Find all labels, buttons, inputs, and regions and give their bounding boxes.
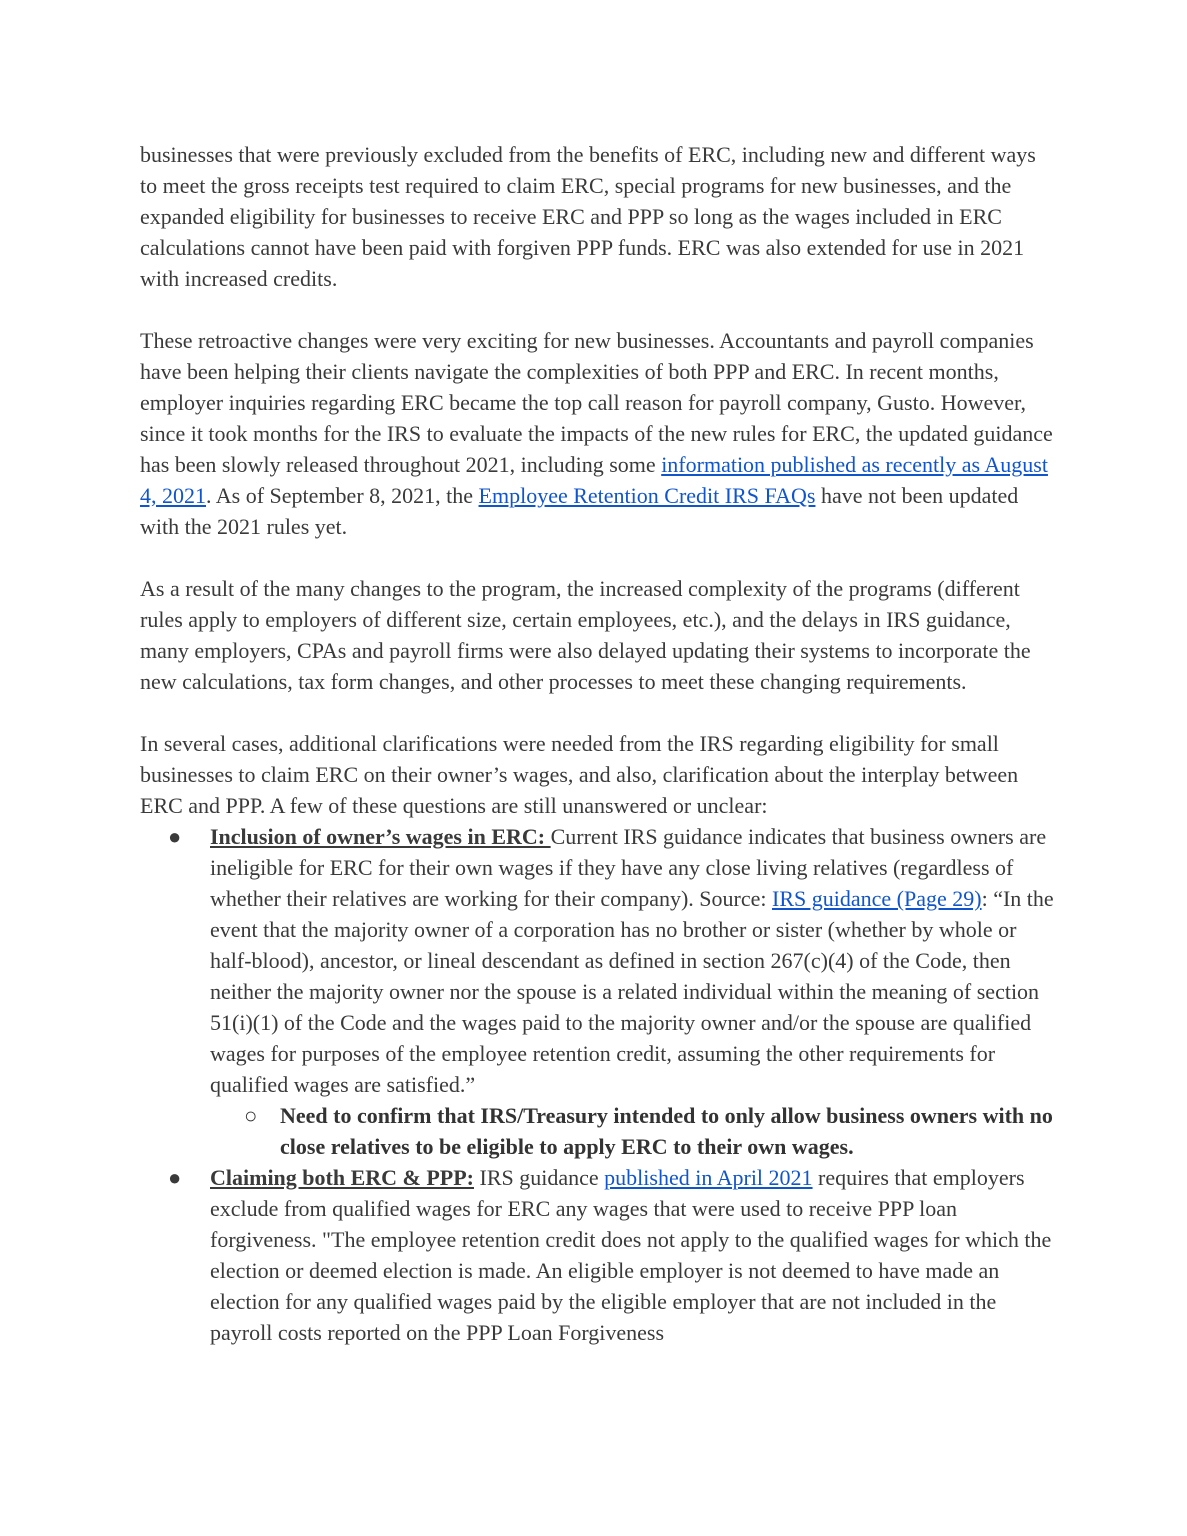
sub-item-text: Need to confirm that IRS/Treasury intended to only allow business owners with no close relatives to be eligible to apply ERC to their own wages. xyxy=(280,1103,1053,1159)
paragraph-1: businesses that were previously excluded from the benefits of ERC, including new and different ways to meet the gross receipts test required to claim ERC, special programs for new businesses, and the expanded eligibility for businesses to receive ERC and PPP so long as the wages included in ERC calculations cannot have been paid with forgiven PPP funds. ERC was also extended for use in 2021 with increased credits. xyxy=(140,142,1036,291)
paragraph-3: As a result of the many changes to the program, the increased complexity of the programs (different rules apply to employers of different size, certain employees, etc.), and the delays in IRS guidance, many employers, CPAs and payroll firms were also delayed updating their systems to incorporate the new calculations, tax form changes, and other processes to meet these changing requirements. xyxy=(140,576,1031,694)
list-item xyxy=(140,821,1055,1162)
sub-list-item xyxy=(210,1100,1055,1162)
list-item xyxy=(140,1162,1055,1348)
bullet-heading: Claiming both ERC & PPP: xyxy=(210,1165,474,1190)
paragraph-2-text-a: These retroactive changes were very exciting for new businesses. Accountants and payroll companies have been helping their clients navigate the complexities of both PPP and ERC. In recent months, employer inquiries regarding ERC became the top call reason for payroll company, Gusto. However, since it took months for the IRS to evaluate the impacts of the new rules for ERC, the updated guidance has been slowly released throughout 2021, including some xyxy=(140,328,1053,477)
paragraph-2-text-c: have not been updated with the 2021 rules yet. xyxy=(140,483,1019,539)
document-page xyxy=(140,139,1055,1348)
information-published-link[interactable]: information published as recently as August 4, 2021 xyxy=(140,452,1048,508)
bullet-text-a: Current IRS guidance indicates that business owners are ineligible for ERC for their own wages if they have any close living relatives (regardless of whether their relatives are working for their company). Source: xyxy=(210,824,1047,911)
bullet-text-a: IRS guidance xyxy=(474,1165,605,1190)
circle-bullet-icon: ○ xyxy=(244,1103,258,1128)
sub-list xyxy=(210,1100,1055,1162)
bullet-text-b: requires that employers exclude from qualified wages for ERC any wages that were used to receive PPP loan forgiveness. "The employee retention credit does not apply to the qualified wages for which the election or deemed election is made. An eligible employer is not deemed to have made an election for any qualified wages paid by the eligible employer that are not included in the payroll costs reported on the PPP Loan Forgiveness xyxy=(210,1165,1052,1345)
bullet-icon: ● xyxy=(168,824,182,849)
paragraph-2 xyxy=(140,325,1055,542)
erc-irs-faqs-link[interactable]: Employee Retention Credit IRS FAQs xyxy=(478,483,816,508)
paragraph-2-text-b: . As of September 8, 2021, the xyxy=(206,483,479,508)
irs-guidance-page-29-link[interactable]: IRS guidance (Page 29) xyxy=(772,886,982,911)
paragraph-4: In several cases, additional clarifications were needed from the IRS regarding eligibility for small businesses to claim ERC on their owner’s wages, and also, clarification about the interplay between ERC and PPP. A few of these questions are still unanswered or unclear: xyxy=(140,731,1019,818)
questions-list xyxy=(140,821,1055,1348)
bullet-icon: ● xyxy=(168,1165,182,1190)
published-april-2021-link[interactable]: published in April 2021 xyxy=(604,1165,813,1190)
bullet-text-b: : “In the event that the majority owner of a corporation has no brother or sister (whether by whole or half-blood), ancestor, or lineal descendant as defined in section 267(c)(4) of the Code, then neither the majority owner nor the spouse is a related individual within the meaning of section 51(i)(1) of the Code and the wages paid to the majority owner and/or the spouse are qualified wages for purposes of the employee retention credit, assuming the other requirements for qualified wages are satisfied.” xyxy=(210,886,1054,1097)
bullet-heading: Inclusion of owner’s wages in ERC: xyxy=(210,824,551,849)
